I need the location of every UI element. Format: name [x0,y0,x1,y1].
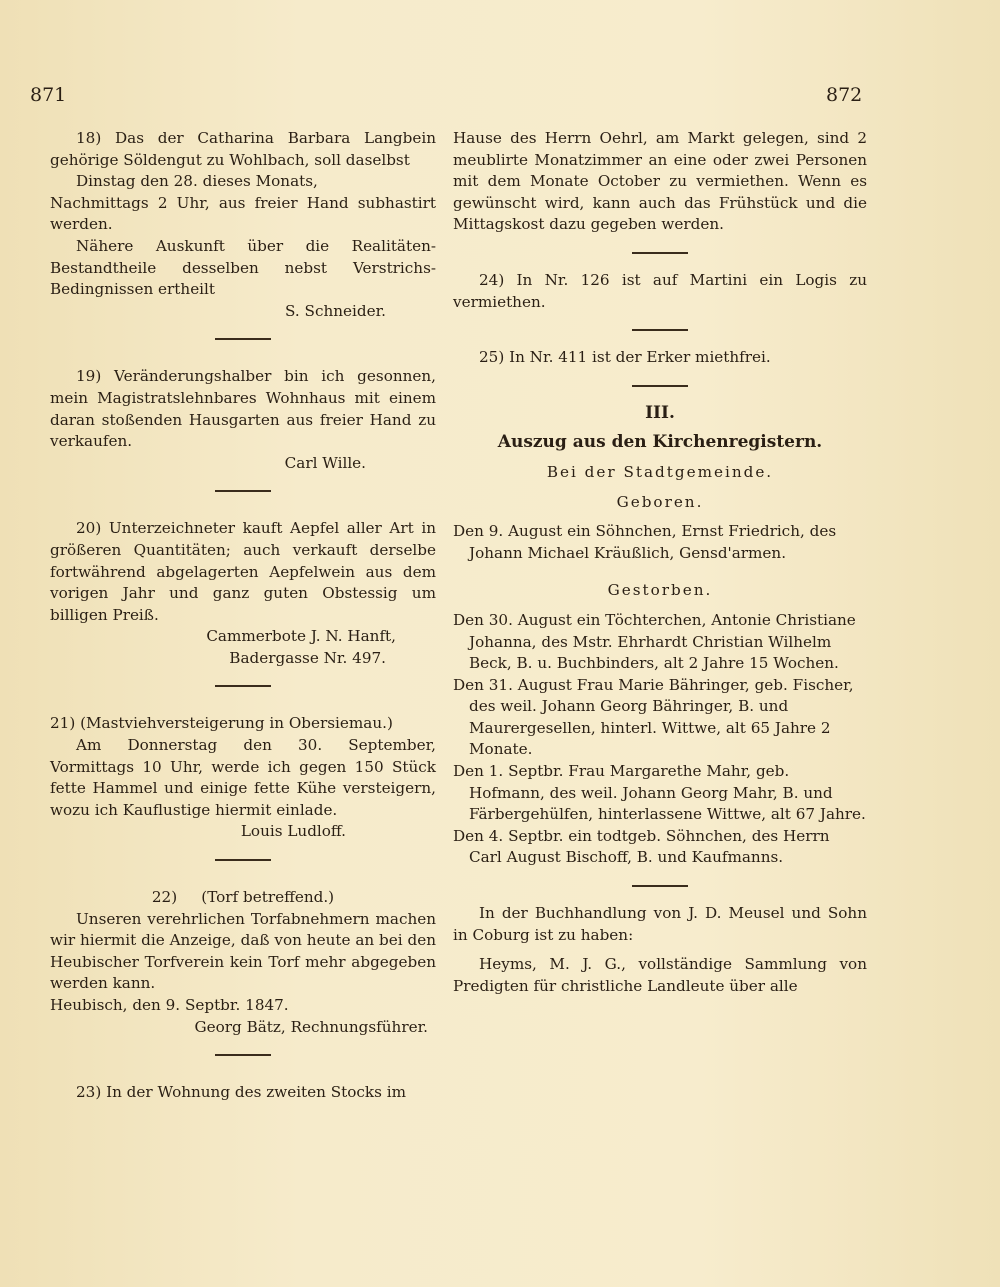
notice-25-text: 25) In Nr. 411 ist der Erker miethfrei. [479,348,771,367]
born-heading: Geboren. [616,492,704,511]
notice-18-text2: Nachmittags 2 Uhr, aus freier Hand subhastirt werden. [50,193,436,234]
notice-19-text: 19) Veränderungshalber bin ich gesonnen, mein Magistratslehnbares Wohnhaus mit einem daran stoßenden Hausgarten aus freier Hand zu verkaufen. [50,367,436,451]
notice-18-text: 18) Das der Catharina Barbara Langbein gehörige Söldengut zu Wohlbach, soll daselbst [50,129,436,169]
notice-24-text: 24) In Nr. 126 ist auf Martini ein Logis zu vermiethen. [453,270,867,311]
notice-20-text: 20) Unterzeichneter kauft Aepfel aller Art in größeren Quantitäten; auch verkauft derselbe fortwährend abgelagerten Aepfelwein aus dem vorigen Jahr und ganz guten Obstessig um billigen Preiß. [50,519,436,624]
bookshop-intro: In der Buchhandlung von J. D. Meusel und Sohn in Coburg ist zu haben: [453,904,867,944]
section-subtitle: Bei der Stadtgemeinde. [546,462,774,481]
notice-22-title: (Torf betreffend.) [201,888,335,907]
left-column [50,128,436,1104]
section-numeral: III. [645,402,675,423]
bookshop-entry: Heyms, M. J. G., vollständige Sammlung von Predigten für christliche Landleute über alle [453,955,867,995]
died-entry: Den 31. August Frau Marie Bähringer, geb. Fischer, des weil. Johann Georg Bähringer, B. und Maurergesellen, hinterl. Wittwe, alt 65 Jahre 2 Monate. [453,675,854,759]
died-entry: Den 1. Septbr. Frau Margarethe Mahr, geb. Hofmann, des weil. Johann Georg Mahr, B. und Färbergehülfen, hinterlassene Wittwe, alt 67 Jahre. [453,762,866,824]
notice-18-date: Dinstag den 28. dieses Monats, [76,172,318,191]
page-number-right: 872 [826,84,863,106]
notice-23-text: 23) In der Wohnung des zweiten Stocks im [76,1083,407,1102]
notice-20-signature-address: Badergasse Nr. 497. [229,648,386,667]
page-number-left: 871 [30,84,67,106]
notice-19-signature: Carl Wille. [284,453,366,472]
died-heading: Gestorben. [607,581,713,600]
right-column [453,128,867,997]
born-entry: Den 9. August ein Söhnchen, Ernst Friedrich, des Johann Michael Kräußlich, Gensd'armen. [453,522,837,562]
notice-22-heading [50,887,436,909]
notice-20-signature-name: Cammerbote J. N. Hanft, [206,627,396,646]
notice-18-text3: Nähere Auskunft über die Realitäten-Bestandtheile desselben nebst Verstrichs-Bedingnissen ertheilt [50,236,436,299]
notice-18-signature: S. Schneider. [285,301,386,320]
notice-22-place-date: Heubisch, den 9. Septbr. 1847. [50,996,289,1014]
died-entry: Den 4. Septbr. ein todtgeb. Söhnchen, des Herrn Carl August Bischoff, B. und Kaufmanns. [453,826,830,867]
notice-21-text: Am Donnerstag den 30. September, Vormittags 10 Uhr, werde ich gegen 150 Stück fette Hammel und einige fette Kühe versteigern, wozu ich Kauflustige hiermit einlade. [50,736,436,819]
died-entry: Den 30. August ein Töchterchen, Antonie Christiane Johanna, des Mstr. Ehrhardt Christian Wilhelm Beck, B. u. Buchbinders, alt 2 Jahre 15 Wochen. [453,610,856,673]
notice-22-number: 22) [151,888,178,907]
notice-21-signature: Louis Ludloff. [240,822,346,841]
notice-23-continued: Hause des Herrn Oehrl, am Markt gelegen, sind 2 meublirte Monatzimmer an eine oder zwei Personen mit dem Monate October zu vermiethen. Wenn es gewünscht wird, kann auch das Frühstück und die Mittagskost dazu gegeben werden. [453,129,867,234]
notice-21-heading: 21) (Mastviehversteigerung in Obersiemau.) [50,714,393,733]
notice-22-signature: Georg Bätz, Rechnungsführer. [194,1017,428,1036]
notice-22-text: Unseren verehrlichen Torfabnehmern machen wir hiermit die Anzeige, daß von heute an bei den Heubischer Torfverein kein Torf mehr abgegeben werden kann. [50,909,436,993]
section-title: Auszug aus den Kirchenregistern. [497,432,823,453]
